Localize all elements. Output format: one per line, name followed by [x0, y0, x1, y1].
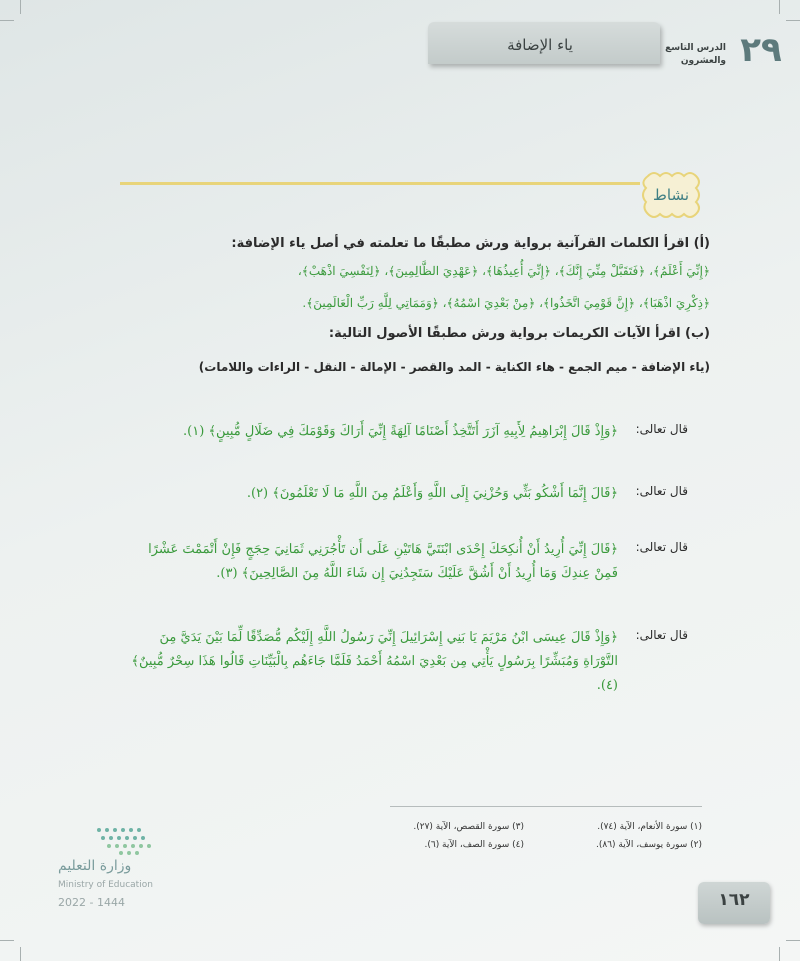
crop-mark: [20, 947, 21, 961]
footnote-divider: [390, 806, 702, 807]
verse-2: [128, 484, 688, 514]
question-a-words-row2: ﴿ذِكْرِيَ اذْهَبَا﴾، ﴿إِنَّ قَوْمِيَ اتَّخَذُوا﴾، ﴿مِنْ بَعْدِيَ اسْمُهُ﴾، ﴿وَمَمَاتِي لِلَّهِ رَبِّ الْعَالَمِينَ﴾.: [302, 296, 710, 310]
question-b-prompt: (ب) اقرأ الآيات الكريمات برواية ورش مطبقًا الأصول التالية:: [328, 326, 710, 341]
activity-label: نشاط: [653, 186, 689, 204]
verse-text: ﴿وَإِذْ قَالَ إِبْرَاهِيمُ لِأَبِيهِ آزَرَ أَتَتَّخِذُ أَصْنَامًا آلِهَةً إِنِّيَ أَرَاكَ وَقَوْمَكَ فِي ضَلَالٍ مُّبِينٍ﴾ (١).: [183, 424, 618, 439]
crop-mark: [786, 940, 800, 941]
footnote-2: (٢) سورة يوسف، الآية (٨٦).: [595, 840, 702, 850]
verse-4: [128, 628, 688, 693]
ministry-name-english: Ministry of Education: [58, 880, 153, 890]
ministry-name-arabic: وزارة التعليم: [58, 858, 132, 874]
activity-divider: [120, 182, 640, 185]
verse-label: قال تعالى:: [635, 484, 688, 498]
crop-mark: [0, 940, 14, 941]
verse-3: [128, 540, 688, 596]
crop-mark: [0, 20, 14, 21]
lesson-label-line2: والعشرون: [680, 56, 726, 66]
footnote-1: (١) سورة الأنعام، الآية (٧٤).: [597, 822, 702, 832]
verse-text: ﴿قَالَ إِنَّمَا أَشْكُو بَثِّي وَحُزْنِيَ إِلَى اللَّهِ وَأَعْلَمُ مِنَ اللَّهِ مَا لَا تَعْلَمُونَ﴾ (٢).: [246, 486, 618, 501]
crop-mark: [779, 0, 780, 14]
crop-mark: [786, 20, 800, 21]
ministry-logo-icon: [95, 826, 155, 856]
verse-label: قال تعالى:: [635, 540, 688, 554]
verse-1: [128, 422, 688, 452]
crop-mark: [779, 947, 780, 961]
question-b-rules: (ياء الإضافة - ميم الجمع - هاء الكناية - المد والقصر - الإمالة - النقل - الراءات واللامات): [198, 360, 710, 374]
footnote-3: (٣) سورة القصص، الآية (٢٧).: [413, 822, 524, 832]
lesson-title: ياء الإضافة: [507, 36, 573, 54]
verse-text: ﴿قَالَ إِنِّيَ أُرِيدُ أَنْ أُنكِحَكَ إِحْدَى ابْنَتَيَّ هَاتَيْنِ عَلَى أَن تَأْجُرَنِي ثَمَانِيَ حِجَجٍ فَإِنْ أَتْمَمْتَ عَشْرًا فَمِنْ عِندِكَ وَمَا أُرِيدُ أَنْ أَشُقَّ عَلَيْكَ سَتَجِدُنِيَ إِن شَاءَ اللَّهُ مِنَ الصَّالِحِينَ﴾ (٣).: [148, 542, 618, 581]
question-a-words-row1: ﴿إِنِّيَ أَعْلَمُ﴾، ﴿فَتَقَبَّلْ مِنِّيَ إِنَّكَ﴾، ﴿إِنِّيَ أُعِيذُهَا﴾، ﴿عَهْدِيَ الظَّالِمِينَ﴾، ﴿لِنَفْسِيَ اذْهَبْ﴾،: [297, 264, 710, 278]
verse-label: قال تعالى:: [635, 422, 688, 436]
lesson-label: [664, 42, 726, 68]
verse-text: ﴿وَإِذْ قَالَ عِيسَى ابْنُ مَرْيَمَ يَا بَنِي إِسْرَائِيلَ إِنِّيَ رَسُولُ اللَّهِ إِلَيْكُم مُّصَدِّقًا لِّمَا بَيْنَ يَدَيَّ مِنَ التَّوْرَاةِ وَمُبَشِّرًا بِرَسُولٍ يَأْتِي مِن بَعْدِيَ اسْمُهُ أَحْمَدُ فَلَمَّا جَاءَهُم بِالْبَيِّنَاتِ قَالُوا هَذَا سِحْرٌ مُّبِينٌ﴾ (٤).: [131, 630, 618, 693]
lesson-number: ٢٩: [740, 30, 782, 70]
footnote-4: (٤) سورة الصف، الآية (٦).: [424, 840, 524, 850]
crop-mark: [20, 0, 21, 14]
edition-year: 2022 - 1444: [58, 896, 125, 909]
page-number: ١٦٢: [718, 890, 750, 910]
lesson-label-line1: الدرس التاسع: [665, 43, 726, 53]
verse-label: قال تعالى:: [635, 628, 688, 642]
question-a-prompt: (أ) اقرأ الكلمات القرآنية برواية ورش مطبقًا ما تعلمته في أصل ياء الإضافة:: [231, 236, 710, 251]
